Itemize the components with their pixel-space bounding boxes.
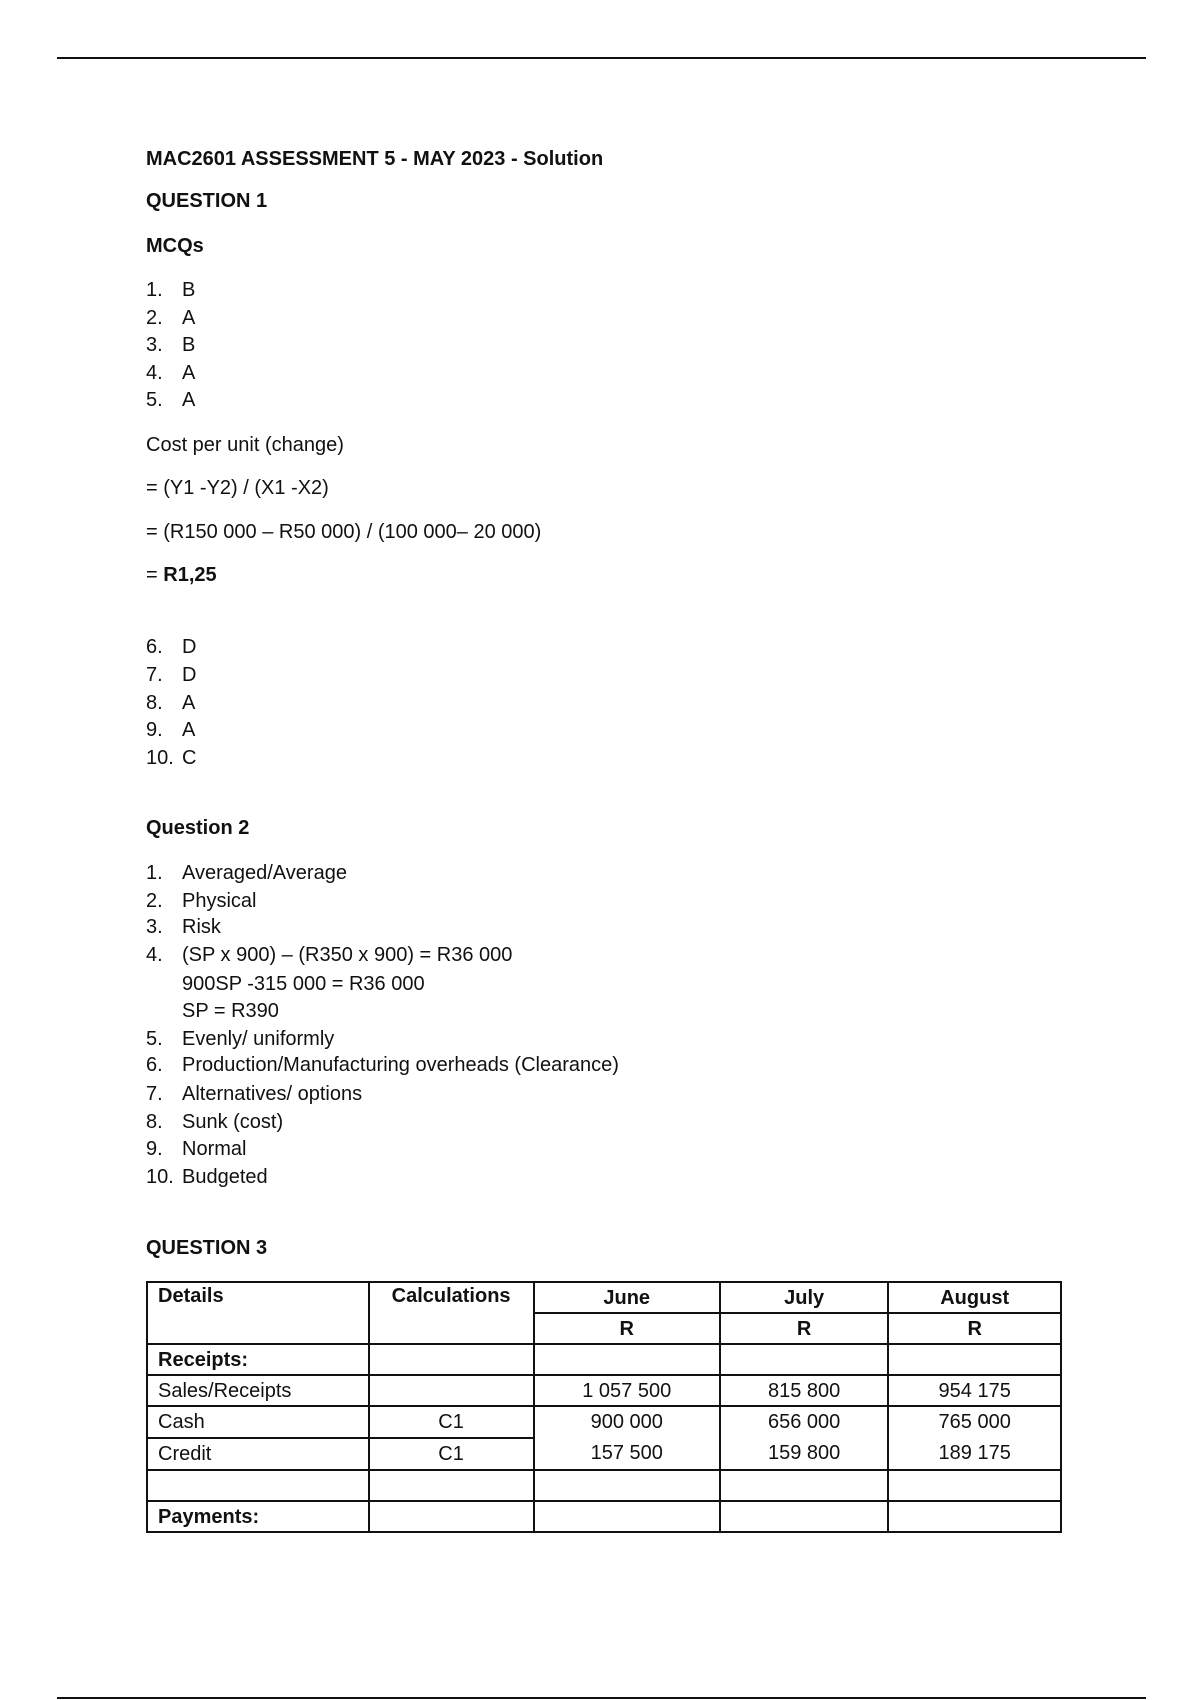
footer-rule [57,1697,1146,1699]
list-answer: B [182,334,196,356]
list-item [146,1025,334,1053]
sales-july: 815 800 [720,1375,888,1406]
list-answer: A [182,692,196,714]
document-title: MAC2601 ASSESSMENT 5 - MAY 2023 - Solution [146,148,604,170]
cash-august: 765 000 [938,1411,1011,1433]
list-item [146,304,195,332]
header-calculations: Calculations [369,1282,534,1344]
list-number: 5. [146,1028,163,1050]
list-item [146,359,195,387]
list-item [146,1051,619,1079]
list-number: 6. [146,1054,163,1076]
list-number: 7. [146,1083,163,1105]
header-june: June [534,1282,720,1313]
credit-label: Credit [147,1438,369,1470]
list-item [146,941,512,969]
cash-credit-june [534,1406,720,1470]
header-july: July [720,1282,888,1313]
list-answer: C [182,747,197,769]
list-item [146,1108,283,1136]
header-august: August [888,1282,1061,1313]
sales-calc [369,1375,534,1406]
currency-august: R [888,1313,1061,1344]
list-answer: A [182,389,196,411]
sales-august: 954 175 [888,1375,1061,1406]
cash-calc: C1 [369,1406,534,1438]
list-answer: Risk [182,916,221,938]
list-answer: A [182,719,196,741]
list-number: 4. [146,362,163,384]
table-row-payments [147,1501,1061,1532]
cash-budget-table [146,1281,1062,1533]
list-number: 9. [146,719,163,741]
list-answer: D [182,636,197,658]
table-row-receipts [147,1344,1061,1375]
list-number: 10. [146,747,174,769]
list-answer: A [182,307,196,329]
list-answer: Evenly/ uniformly [182,1028,335,1050]
cash-credit-july [720,1406,888,1470]
list-item [146,744,196,772]
list-item [146,1163,268,1191]
list-answer: Sunk (cost) [182,1111,284,1133]
list-item [146,689,195,717]
list-item [146,633,196,661]
credit-july: 159 800 [768,1442,841,1464]
header-details: Details [147,1282,369,1344]
list-answer: Alternatives/ options [182,1083,363,1105]
working-line: Cost per unit (change) [146,434,344,456]
list-number: 7. [146,664,163,686]
question-3-heading: QUESTION 3 [146,1237,268,1259]
table-row-empty [147,1470,1061,1501]
list-item [146,331,195,359]
list-number: 2. [146,307,163,329]
credit-calc: C1 [369,1438,534,1470]
list-answer: A [182,362,196,384]
list-item [146,1080,362,1108]
list-number: 2. [146,890,163,912]
list-item [146,1135,246,1163]
question-1-heading: QUESTION 1 [146,190,268,212]
cash-credit-august [888,1406,1061,1470]
payments-label: Payments: [147,1501,369,1532]
table-row-cash [147,1406,1061,1438]
table-header-row [147,1282,1061,1313]
list-number: 9. [146,1138,163,1160]
currency-july: R [720,1313,888,1344]
currency-june: R [534,1313,720,1344]
list-answer: B [182,279,196,301]
list-answer: Production/Manufacturing overheads (Clearance) [182,1054,619,1076]
header-rule [57,57,1146,59]
working-line: = (R150 000 – R50 000) / (100 000– 20 000) [146,521,542,543]
working-line: = (Y1 -Y2) / (X1 -X2) [146,477,329,499]
list-answer: Averaged/Average [182,862,347,884]
list-item [146,276,195,304]
list-item [146,661,196,689]
list-number: 1. [146,279,163,301]
list-number: 10. [146,1166,174,1188]
cash-july: 656 000 [768,1411,841,1433]
credit-august: 189 175 [938,1442,1011,1464]
list-item [146,997,279,1025]
list-item [146,913,221,941]
result-value: R1,25 [163,564,217,586]
working-result [146,561,217,589]
list-item [146,970,425,998]
list-answer: SP = R390 [182,1000,279,1022]
list-item [146,716,195,744]
list-number: 1. [146,862,163,884]
list-item [146,859,347,887]
question-2-heading: Question 2 [146,817,250,839]
list-number: 3. [146,334,163,356]
result-prefix: = [146,564,164,586]
receipts-label: Receipts: [147,1344,369,1375]
list-number: 5. [146,389,163,411]
list-number: 8. [146,692,163,714]
list-number: 4. [146,944,163,966]
list-answer: 900SP -315 000 = R36 000 [182,973,425,995]
cash-label: Cash [147,1406,369,1438]
list-answer: Physical [182,890,257,912]
mcqs-heading: MCQs [146,235,204,257]
list-answer: (SP x 900) – (R350 x 900) = R36 000 [182,944,513,966]
list-number: 8. [146,1111,163,1133]
sales-label: Sales/Receipts [147,1375,369,1406]
cash-june: 900 000 [590,1411,663,1433]
list-number: 3. [146,916,163,938]
list-item [146,887,256,915]
table-row-sales [147,1375,1061,1406]
list-answer: Budgeted [182,1166,268,1188]
list-item [146,386,195,414]
list-answer: D [182,664,197,686]
sales-june: 1 057 500 [534,1375,720,1406]
credit-june: 157 500 [590,1442,663,1464]
list-answer: Normal [182,1138,247,1160]
list-number: 6. [146,636,163,658]
